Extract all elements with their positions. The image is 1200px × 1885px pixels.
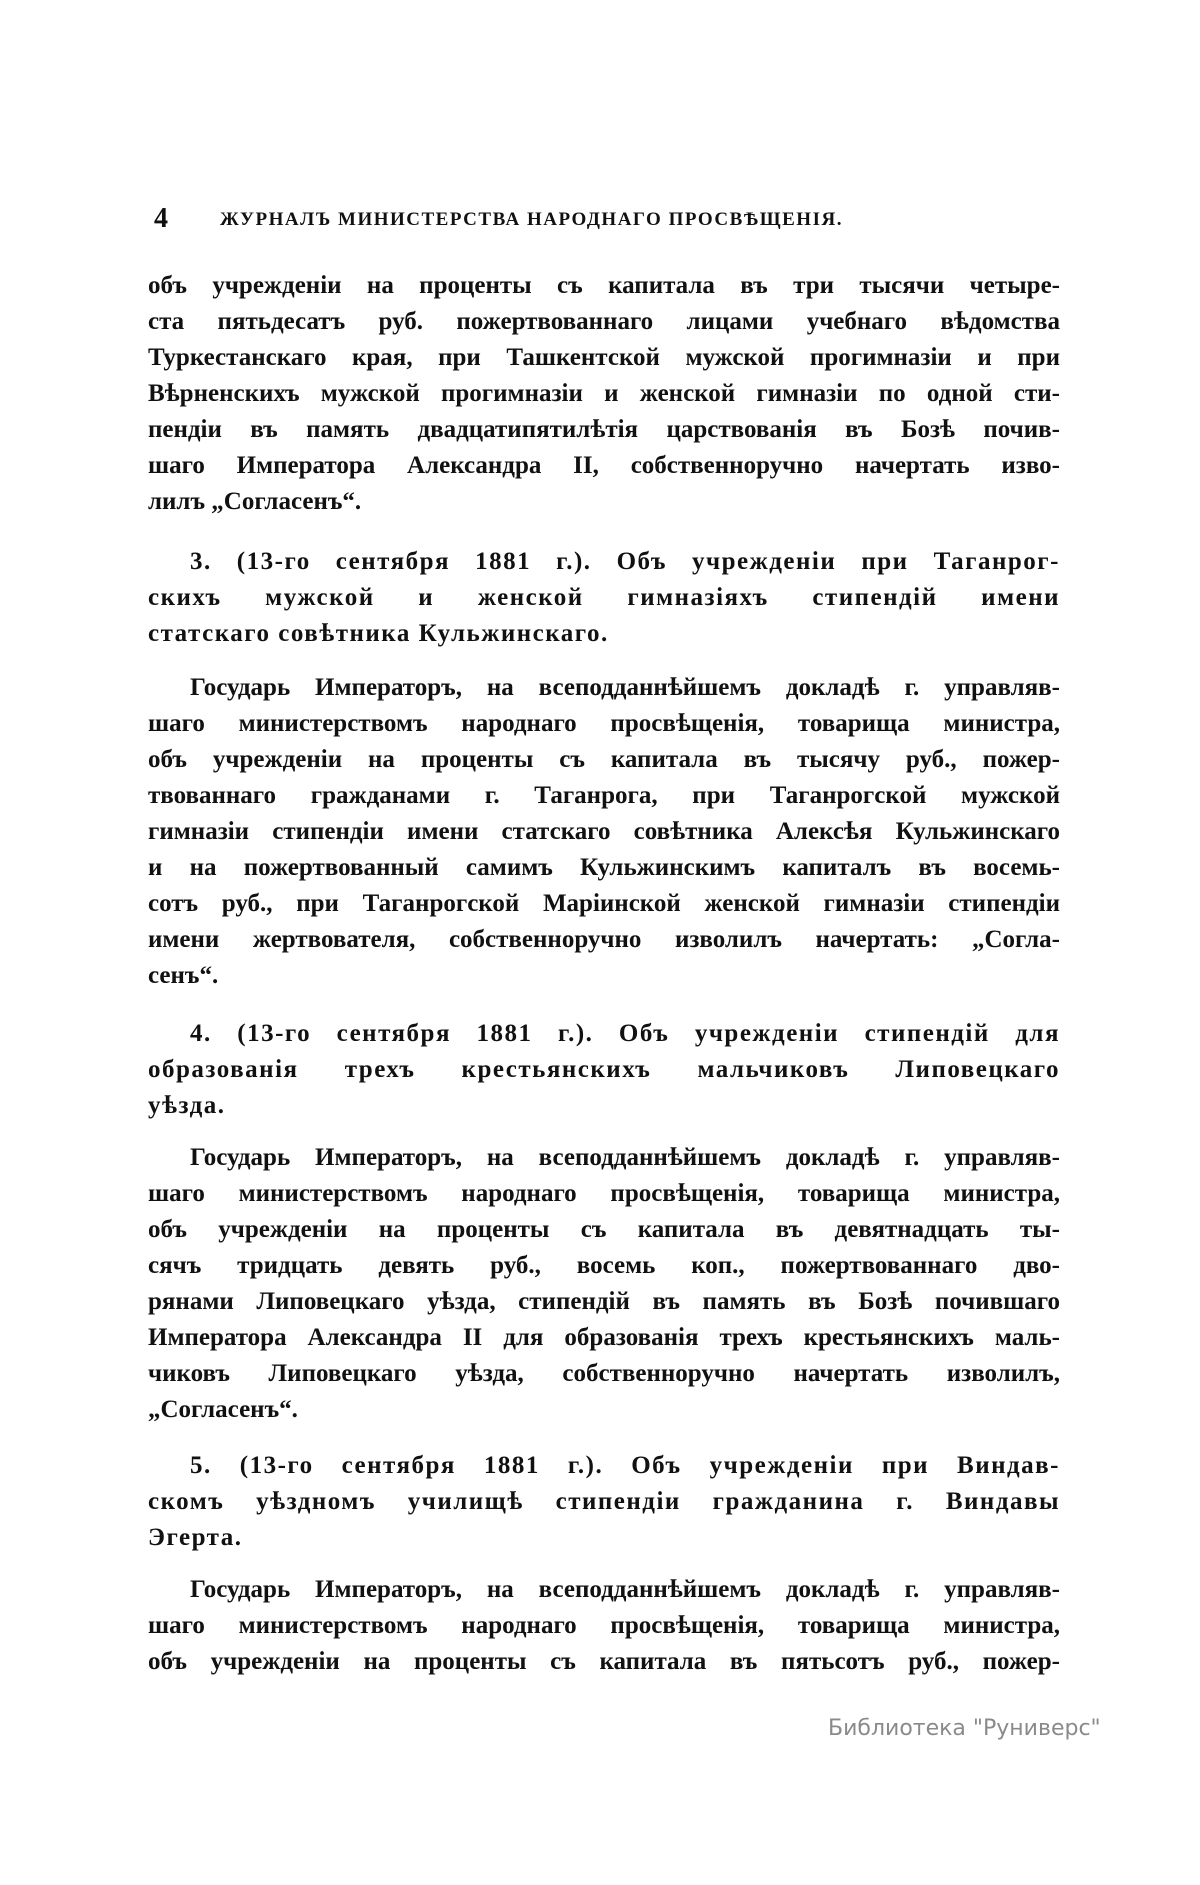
text-line: Государь Императоръ, на всеподданнѣйшемъ докладѣ г. управляв- bbox=[190, 1144, 1060, 1171]
text-line: статскаго совѣтника Кульжинскаго. bbox=[148, 620, 609, 647]
text-line: гимназіи стипендіи имени статскаго совѣтника Алексѣя Кульжинскаго bbox=[148, 818, 1060, 845]
text-line: уѣзда. bbox=[148, 1092, 226, 1119]
text-line: 4. (13-го сентября 1881 г.). Объ учрежденіи стипендій для bbox=[190, 1020, 1060, 1047]
text-line: Эгерта. bbox=[148, 1524, 243, 1551]
section-heading bbox=[148, 1448, 1060, 1556]
paragraph bbox=[148, 1140, 1060, 1428]
text-line: „Согласенъ“. bbox=[148, 1396, 298, 1423]
text-line: Туркестанскаго края, при Ташкентской мужской прогимназіи и при bbox=[148, 344, 1060, 371]
text-line: рянами Липовецкаго уѣзда, стипендій въ память въ Бозѣ почившаго bbox=[148, 1288, 1060, 1315]
text-line: имени жертвователя, собственноручно изволилъ начертать: „Согла- bbox=[148, 926, 1060, 953]
text-line: скомъ уѣздномъ училищѣ стипендіи гражданина г. Виндавы bbox=[148, 1488, 1060, 1515]
text-line: 3. (13-го сентября 1881 г.). Объ учрежденіи при Таганрог- bbox=[190, 548, 1060, 575]
text-line: и на пожертвованный самимъ Кульжинскимъ капиталъ въ восемь- bbox=[148, 854, 1060, 881]
paragraph bbox=[148, 268, 1060, 520]
text-line: твованнаго гражданами г. Таганрога, при Таганрогской мужской bbox=[148, 782, 1060, 809]
page-header bbox=[150, 204, 1060, 234]
text-line: объ учрежденіи на проценты съ капитала въ три тысячи четыре- bbox=[148, 272, 1060, 299]
text-line: объ учрежденіи на проценты съ капитала въ девятнадцать ты- bbox=[148, 1216, 1060, 1243]
text-line: Императора Александра II для образованія трехъ крестьянскихъ маль- bbox=[148, 1324, 1060, 1351]
text-line: объ учрежденіи на проценты съ капитала въ пятьсотъ руб., пожер- bbox=[148, 1648, 1060, 1675]
text-line: образованія трехъ крестьянскихъ мальчиковъ Липовецкаго bbox=[148, 1056, 1060, 1083]
text-line: 5. (13-го сентября 1881 г.). Объ учрежденіи при Виндав- bbox=[190, 1452, 1060, 1479]
text-line: чиковъ Липовецкаго уѣзда, собственноручно начертать изволилъ, bbox=[148, 1360, 1060, 1387]
paragraph bbox=[148, 1572, 1060, 1680]
library-watermark: Библиотека "Руниверс" bbox=[828, 1716, 1101, 1741]
text-line: шаго Императора Александра II, собственноручно начертать изво- bbox=[148, 452, 1060, 479]
text-line: ста пятьдесатъ руб. пожертвованнаго лицами учебнаго вѣдомства bbox=[148, 308, 1060, 335]
text-line: шаго министерствомъ народнаго просвѣщенія, товарища министра, bbox=[148, 1180, 1060, 1207]
paragraph bbox=[148, 670, 1060, 994]
text-line: сячъ тридцать девять руб., восемь коп., пожертвованнаго дво- bbox=[148, 1252, 1060, 1279]
text-line: Вѣрненскихъ мужской прогимназіи и женской гимназіи по одной сти- bbox=[148, 380, 1060, 407]
text-line: шаго министерствомъ народнаго просвѣщенія, товарища министра, bbox=[148, 710, 1060, 737]
text-line: скихъ мужской и женской гимназіяхъ стипендій имени bbox=[148, 584, 1060, 611]
section-heading bbox=[148, 544, 1060, 652]
text-line: объ учрежденіи на проценты съ капитала въ тысячу руб., пожер- bbox=[148, 746, 1060, 773]
text-line: шаго министерствомъ народнаго просвѣщенія, товарища министра, bbox=[148, 1612, 1060, 1639]
section-heading bbox=[148, 1016, 1060, 1124]
text-line: Государь Императоръ, на всеподданнѣйшемъ докладѣ г. управляв- bbox=[190, 1576, 1060, 1603]
text-line: сотъ руб., при Таганрогской Маріинской женской гимназіи стипендіи bbox=[148, 890, 1060, 917]
running-title: ЖУРНАЛЪ МИНИСТЕРСТВА НАРОДНАГО ПРОСВѢЩЕНІЯ. bbox=[220, 209, 843, 230]
text-line: лилъ „Согласенъ“. bbox=[148, 488, 362, 515]
text-line: пендіи въ память двадцатипятилѣтія царствованія въ Бозѣ почив- bbox=[148, 416, 1060, 443]
page-number: 4 bbox=[154, 203, 168, 234]
text-line: Государь Императоръ, на всеподданнѣйшемъ докладѣ г. управляв- bbox=[190, 674, 1060, 701]
text-line: сенъ“. bbox=[148, 962, 219, 989]
